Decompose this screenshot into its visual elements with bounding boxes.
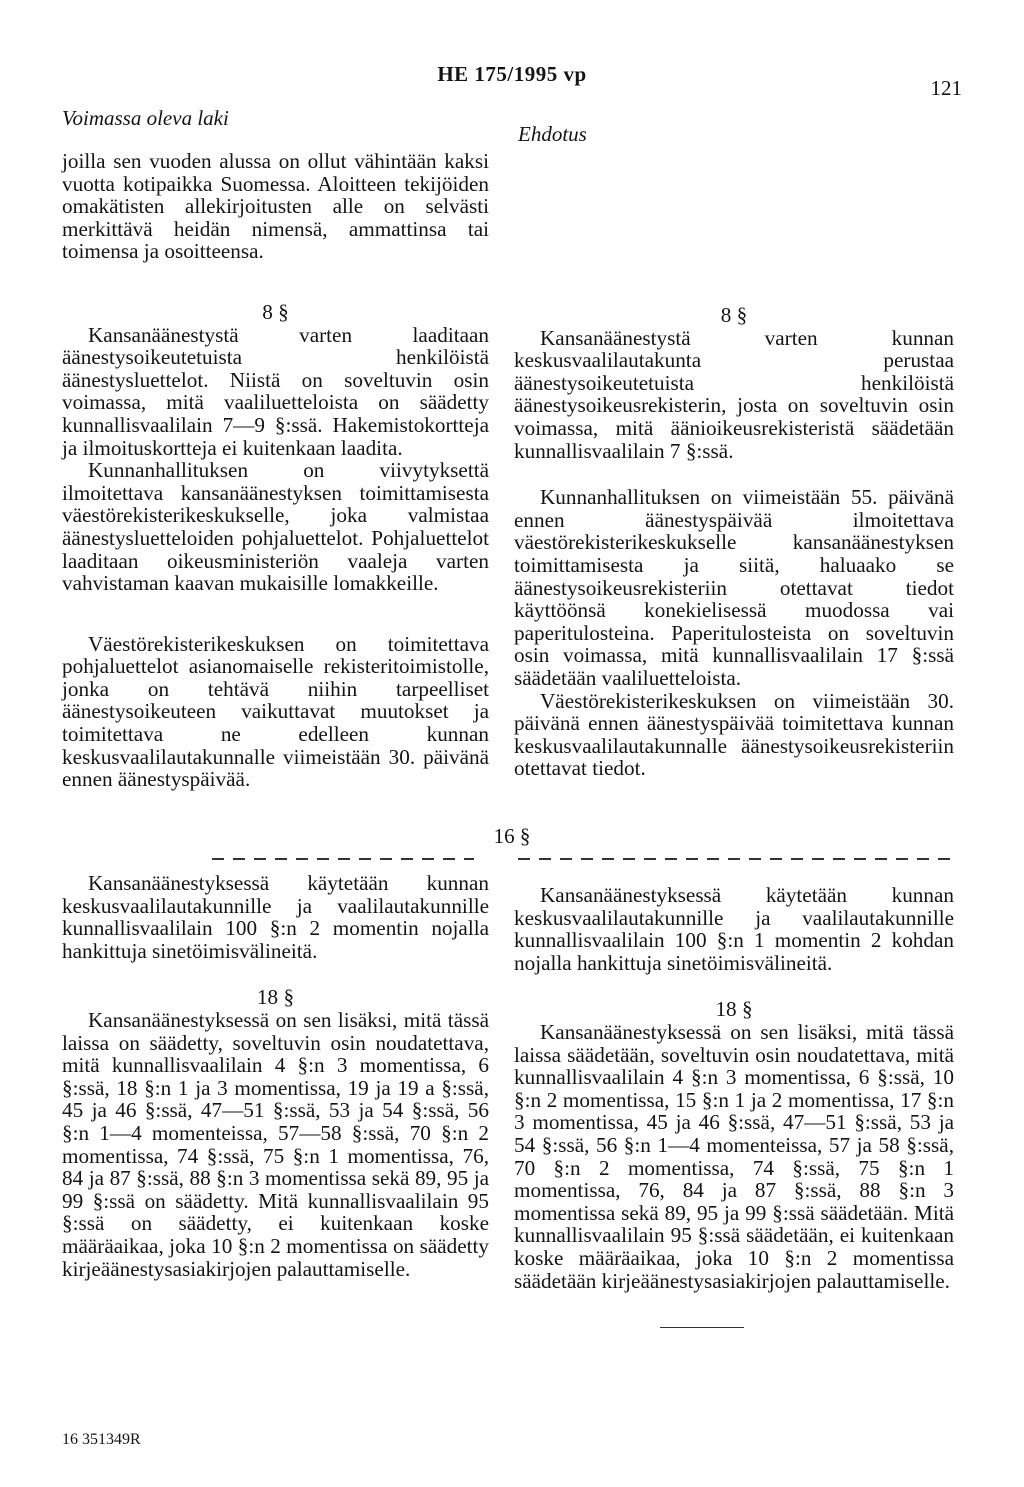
end-rule: [660, 1327, 744, 1328]
right-section-8-paragraph-2: Kunnanhallituksen on viimeistään 55. päivänä ennen äänestyspäivää ilmoitettava väestörekisterikeskukselle kansanäänestyksen toimittamisesta ja siitä, haluaako se äänestysoikeusrekisteriin otettavat tiedot käyttöönsä konekielisessä muodossa vai paperitulosteina. Paperitulosteista on soveltuvin osin voimassa, mitä kunnallisvaalilain 17 §:ssä säädetään vaaliluetteloista.: [514, 485, 954, 690]
right-omission-dashes: [518, 858, 950, 860]
left-continuation-paragraph: joilla sen vuoden alussa on ollut vähintään kaksi vuotta kotipaikka Suomessa. Aloitteen tekijöiden omakätisten allekirjoitusten alle on selvästi merkittävä heidän nimensä, ammattinsa tai toimensa ja osoitteensa.: [62, 149, 489, 264]
left-section-8-paragraph-3: Väestörekisterikeskuksen on toimitettava pohjaluettelot asianomaiselle rekisteritoimistolle, jonka on tehtävä niihin tarpeelliset äänestysoikeuteen vaikuttavat muutokset ja toimitettava ne edelleen kunnan keskusvaalilautakunnalle viimeistään 30. päivänä ennen äänestyspäivää.: [62, 631, 489, 792]
left-section-18-heading: 18 §: [256, 985, 295, 1010]
left-section-8-paragraph-2: Kunnanhallituksen on viivytyksettä ilmoitettava kansanäänestyksen toimittamisesta väestörekisterikeskukselle, joka valmistaa äänestysluetteloiden pohjaluettelot. Pohjaluettelot laaditaan oikeusministeriön vaaleja varten vahvistaman kaavan mukaisille lomakkeille.: [62, 458, 489, 596]
right-column-upper: [514, 304, 954, 780]
footer-print-code: 16 351349R: [62, 1431, 141, 1448]
left-column-upper: [62, 150, 489, 791]
right-column-lower: [514, 884, 954, 1292]
right-section-18-heading: 18 §: [715, 997, 753, 1022]
right-column-heading: Ehdotus: [518, 122, 587, 146]
section-16-heading: 16 §: [493, 824, 531, 848]
left-section-16-paragraph: Kansanäänestyksessä käytetään kunnan keskusvaalilautakunnille ja vaalilautakunnille kunnallisvaalilain 100 §:n 2 momentin nojalla hankittuja sinetöimisvälineitä.: [62, 871, 489, 963]
document-title: HE 175/1995 vp: [437, 62, 587, 86]
left-section-8-heading: 8 §: [262, 299, 289, 324]
left-column-lower: [62, 872, 489, 1280]
left-omission-dashes: [212, 858, 474, 860]
right-section-8-paragraph-3: Väestörekisterikeskuksen on viimeistään 30. päivänä ennen äänestyspäivää toimitettava kunnan keskusvaalilautakunnalle äänestysoikeusrekisteriin otettavat tiedot.: [514, 688, 954, 781]
page-number: 121: [930, 76, 962, 100]
right-section-8-paragraph-1: Kansanäänestystä varten kunnan keskusvaalilautakunta perustaa äänestysoikeutetuista henkilöistä äänestysoikeusrekisterin, josta on soveltuvin osin voimassa, mitä äänioikeusrekisteristä säädetään kunnallisvaalilain 7 §:ssä.: [514, 325, 954, 463]
left-section-18-paragraph: Kansanäänestyksessä on sen lisäksi, mitä tässä laissa on säädetty, soveltuvin osin noudatettava, mitä kunnallisvaalilain 4 §:n 3 momentissa, 6 §:ssä, 18 §:n 1 ja 3 momentissa, 19 ja 19 a §:ssä, 45 ja 46 §:ssä, 47—51 §:ssä, 53 ja 54 §:ssä, 56 §:n 1—4 momenteissa, 57—58 §:ssä, 70 §:n 2 momentissa, 74 §:ssä, 75 §:n 1 momentissa, 76, 84 ja 87 §:ssä, 88 §:n 3 momentissa sekä 89, 95 ja 99 §:ssä on säädetty. Mitä kunnallisvaalilain 95 §:ssä on säädetty, ei kuitenkaan koske määräaikaa, joka 10 §:n 2 momentissa on säädetty kirjeäänestysasiakirjojen palauttamiselle.: [62, 1007, 489, 1281]
right-section-8-heading: 8 §: [720, 303, 748, 327]
right-section-18-paragraph: Kansanäänestyksessä on sen lisäksi, mitä tässä laissa säädetään, soveltuvin osin noudatettava, mitä kunnallisvaalilain 4 §:n 3 momentissa, 6 §:ssä, 10 §:n 2 momentissa, 15 §:n 1 ja 2 momentissa, 17 §:n 3 momentissa, 45 ja 46 §:ssä, 47—51 §:ssä, 53 ja 54 §:ssä, 56 §:n 1—4 momenteissa, 57 ja 58 §:ssä, 70 §:n 2 momentissa, 74 §:ssä, 75 §:n 1 momentissa, 76, 84 ja 87 §:ssä, 88 §:n 3 momentissa sekä 89, 95 ja 99 §:ssä säädetään. Mitä kunnallisvaalilain 95 §:ssä säädetään, ei kuitenkaan koske määräaikaa, joka 10 §:n 2 momentissa säädetään kirjeäänestysasiakirjojen palauttamiselle.: [514, 1019, 954, 1293]
right-section-16-paragraph: Kansanäänestyksessä käytetään kunnan keskusvaalilautakunnille ja vaalilautakunnille kunnallisvaalilain 100 §:n 1 momentin 2 kohdan nojalla hankittuja sinetöimisvälineitä.: [514, 883, 954, 975]
left-column-heading: Voimassa oleva laki: [62, 106, 229, 130]
left-section-8-paragraph-1: Kansanäänestystä varten laaditaan äänestysoikeutetuista henkilöistä äänestysluettelot. Niistä on soveltuvin osin voimassa, mitä vaaliluetteloista on säädetty kunnallisvaalilain 7—9 §:ssä. Hakemistokortteja ja ilmoituskortteja ei kuitenkaan laadita.: [62, 322, 489, 460]
